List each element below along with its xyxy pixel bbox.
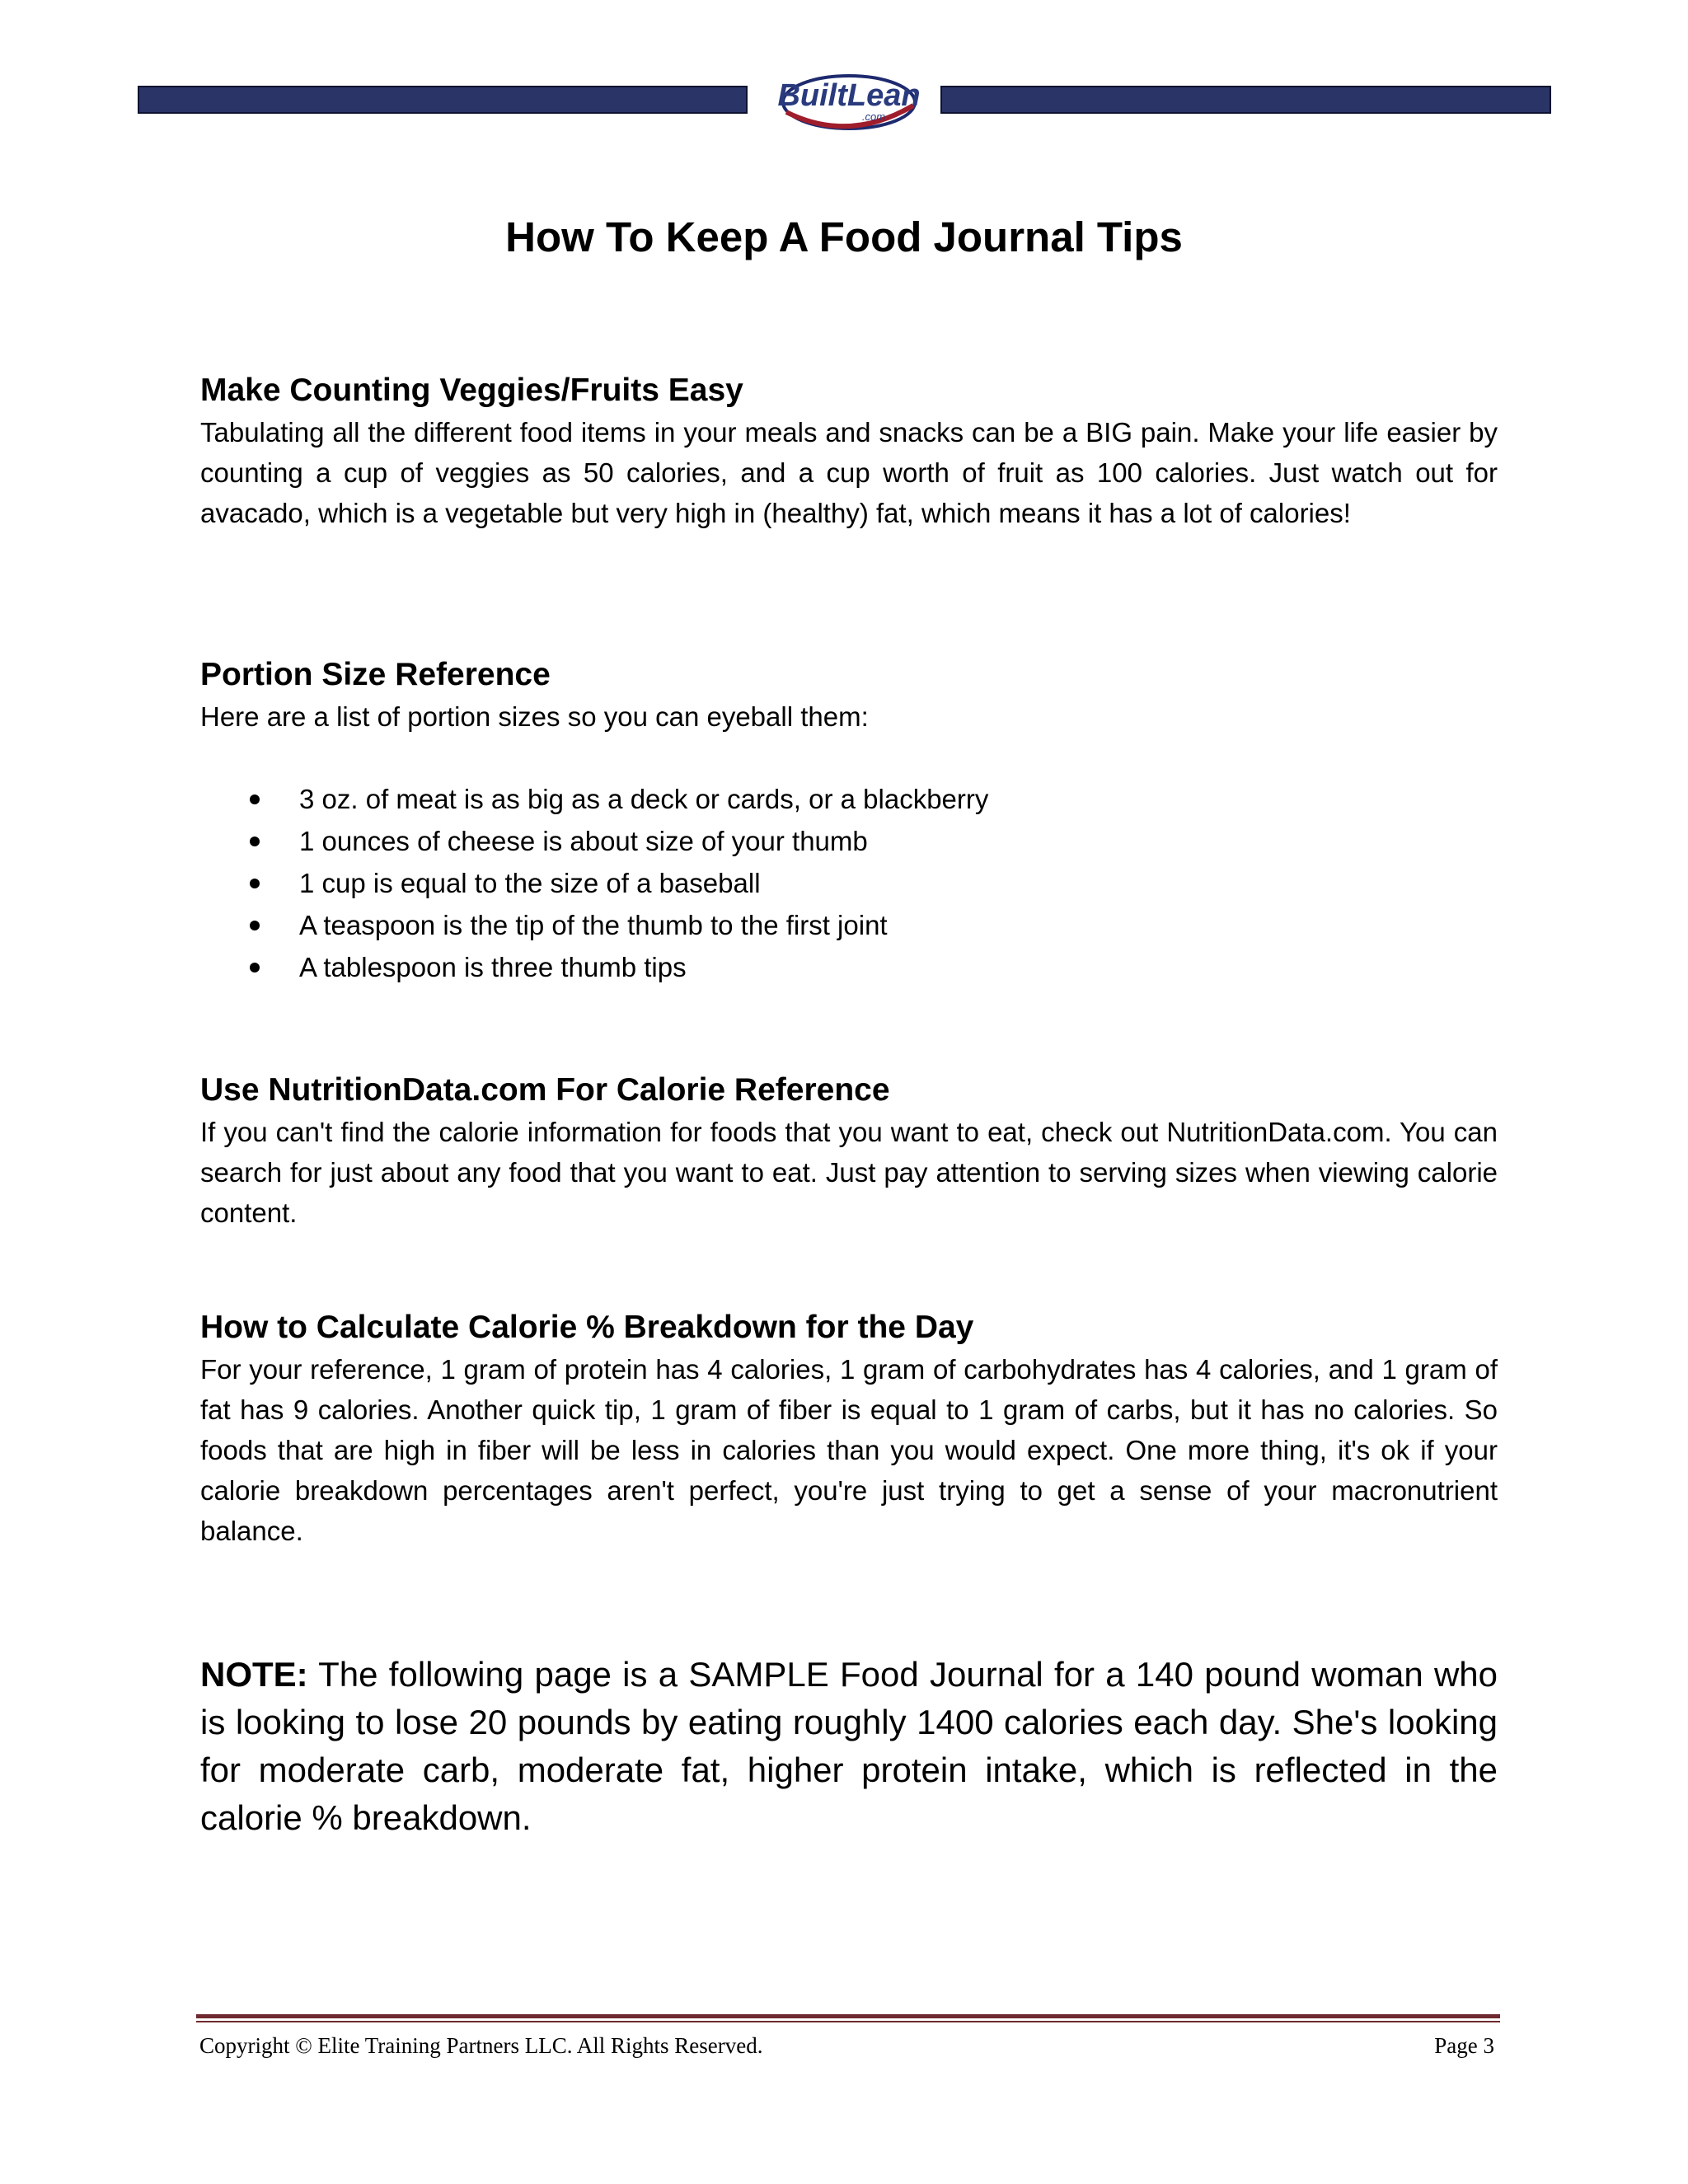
section-heading: Portion Size Reference xyxy=(200,657,551,692)
section-heading: Use NutritionData.com For Calorie Reference xyxy=(200,1072,890,1108)
header-bar-left xyxy=(138,86,748,114)
note-label: NOTE: xyxy=(200,1655,308,1694)
builtlean-logo-graphic xyxy=(775,64,923,138)
footer-divider-thin xyxy=(196,2021,1500,2022)
footer-divider xyxy=(196,2014,1500,2018)
builtlean-logo xyxy=(775,64,923,138)
list-item xyxy=(200,778,1498,820)
note-block xyxy=(200,1651,1498,1842)
list-item-text: A tablespoon is three thumb tips xyxy=(299,952,687,982)
list-item-text: 3 oz. of meat is as big as a deck or cards, or a blackberry xyxy=(299,784,989,814)
section-body: Here are a list of portion sizes so you can eyeball them: xyxy=(200,701,869,732)
section-heading: Make Counting Veggies/Fruits Easy xyxy=(200,373,743,408)
bullet-icon xyxy=(250,963,260,972)
page-header xyxy=(0,64,1688,138)
section-body: Tabulating all the different food items in your meals and snacks can be a BIG pain. Make your life easier by counting a cup of veggies as 50 calories, and a cup worth of fruit as 100 calories. Just watch out for avacado, which is a vegetable but very high in (healthy) fat, which means it has a lot of calories! xyxy=(200,417,1498,528)
list-item-text: 1 ounces of cheese is about size of your thumb xyxy=(299,826,868,856)
section-body: For your reference, 1 gram of protein has 4 calories, 1 gram of carbohydrates has 4 calories, and 1 gram of fat has 9 calories. Another quick tip, 1 gram of fiber is equal to 1 gram of carbs, but it has no calories. So foods that are high in fiber will be less in calories than you would expect. One more thing, it's ok if your calorie breakdown percentages aren't perfect, you're just trying to get a sense of your macronutrient balance. xyxy=(200,1354,1498,1546)
logo-text: BuiltLean xyxy=(777,78,921,113)
note-paragraph xyxy=(200,1651,1498,1842)
header-bar-right xyxy=(940,86,1551,114)
bullet-icon xyxy=(250,794,260,804)
section-nutritiondata xyxy=(200,1069,1498,1233)
list-item xyxy=(200,904,1498,946)
section-heading: How to Calculate Calorie % Breakdown for the Day xyxy=(200,1310,974,1345)
page-number: Page 3 xyxy=(1434,2033,1494,2058)
page-title: How To Keep A Food Journal Tips xyxy=(505,213,1183,260)
section-body: If you can't find the calorie information for foods that you want to eat, check out NutritionData.com. You can search for just about any food that you want to eat. Just pay attention to serving sizes when viewing calorie content. xyxy=(200,1117,1498,1228)
list-item xyxy=(200,862,1498,904)
list-item-text: 1 cup is equal to the size of a baseball xyxy=(299,868,761,898)
section-portion-size xyxy=(200,654,1498,988)
list-item xyxy=(200,820,1498,862)
list-item xyxy=(200,946,1498,988)
portion-list xyxy=(200,778,1498,988)
section-calorie-breakdown xyxy=(200,1306,1498,1551)
note-text: The following page is a SAMPLE Food Journal for a 140 pound woman who is looking to lose 20 pounds by eating roughly 1400 calories each day. She's looking for moderate carb, moderate fat, higher protein intake, which is reflected in the calorie % breakdown. xyxy=(200,1655,1498,1837)
list-item-text: A teaspoon is the tip of the thumb to the first joint xyxy=(299,910,888,940)
bullet-icon xyxy=(250,837,260,846)
logo-subtext: .com xyxy=(861,110,886,123)
bullet-icon xyxy=(250,879,260,888)
bullet-icon xyxy=(250,921,260,930)
section-veggies-fruits xyxy=(200,369,1498,533)
footer-copyright: Copyright © Elite Training Partners LLC. All Rights Reserved. xyxy=(199,2033,763,2058)
